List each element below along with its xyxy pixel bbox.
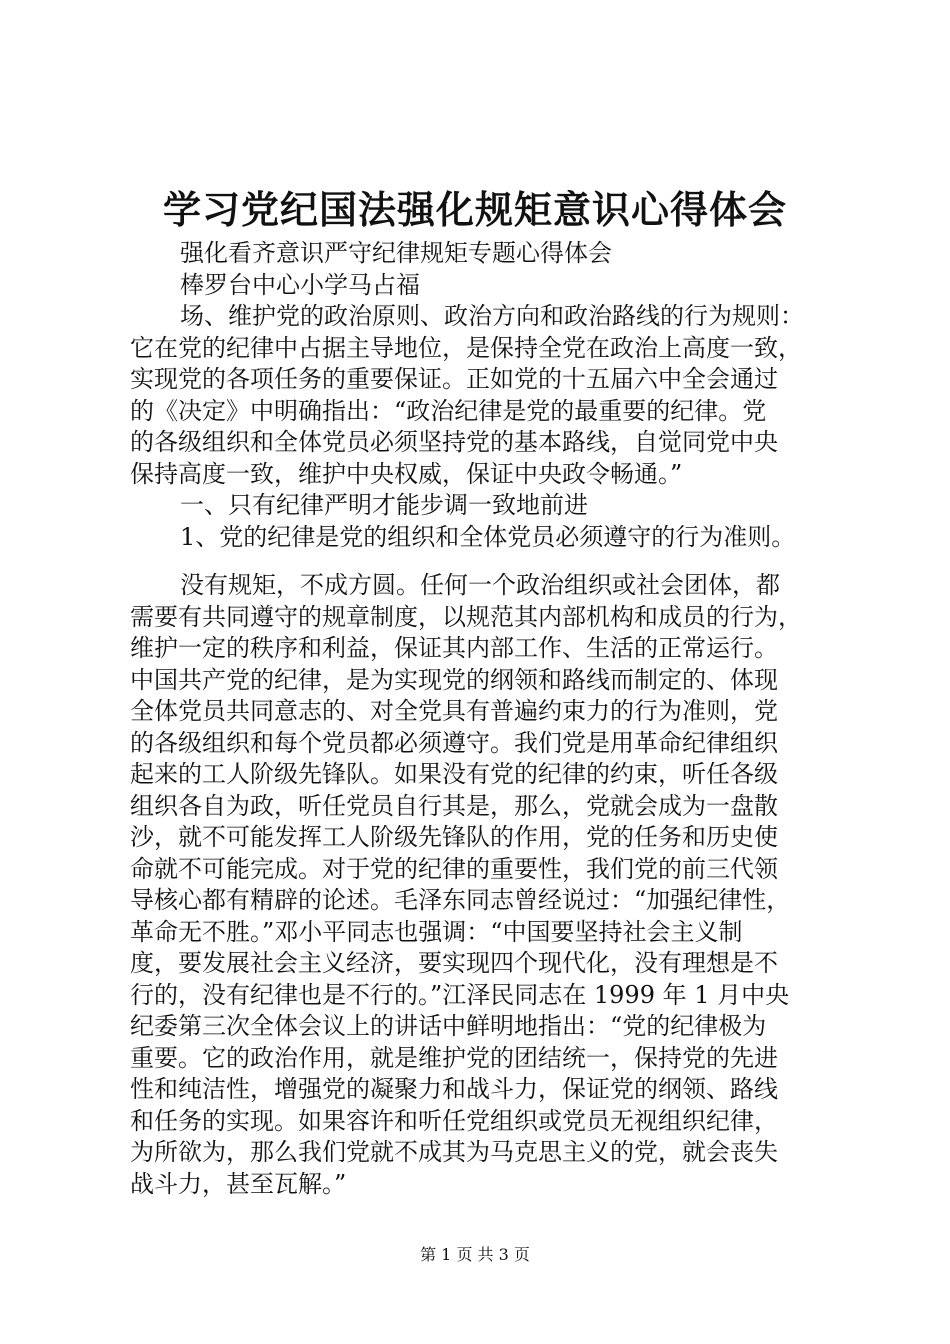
text-line: 需要有共同遵守的规章制度，以规范其内部机构和成员的行为， — [130, 602, 802, 631]
text-line: 和任务的实现。如果容许和听任党组织或党员无视组织纪律， — [130, 1106, 778, 1135]
subtitle-line: 强化看齐意识严守纪律规矩专题心得体会 — [180, 239, 612, 267]
text-line: 重要。它的政治作用，就是维护党的团结统一，保持党的先进 — [130, 1043, 778, 1072]
text-line: 行的，没有纪律也是不行的。”江泽民同志在 1999 年 1 月中央 — [130, 980, 790, 1009]
subsection-heading: 1、党的纪律是党的组织和全体党员必须遵守的行为准则。 — [180, 522, 796, 551]
text-line: 沙，就不可能发挥工人阶级先锋队的作用，党的任务和历史使 — [130, 823, 778, 851]
text-line: 起来的工人阶级先锋队。如果没有党的纪律的约束，听任各级 — [130, 760, 778, 788]
text-line: 性和纯洁性，增强党的凝聚力和战斗力，保证党的纲领、路线 — [130, 1075, 778, 1103]
text-line: 度，要发展社会主义经济，要实现四个现代化，没有理想是不 — [130, 949, 778, 977]
text-line: 全体党员共同意志的、对全党具有普遍约束力的行为准则，党 — [130, 697, 778, 725]
text-line: 为所欲为，那么我们党就不成其为马克思主义的党，就会丧失 — [130, 1138, 778, 1166]
page-footer: 第 1 页 共 3 页 — [420, 1245, 530, 1264]
text-line: 实现党的各项任务的重要保证。正如党的十五届六中全会通过 — [130, 365, 778, 393]
text-line: 革命无不胜。”邓小平同志也强调：“中国要坚持社会主义制 — [130, 917, 743, 946]
text-line: 中国共产党的纪律，是为实现党的纲领和路线而制定的、体现 — [130, 665, 778, 694]
text-line: 的各级组织和全体党员必须坚持党的基本路线，自觉同党中央 — [130, 428, 778, 456]
text-line: 纪委第三次全体会议上的讲话中鲜明地指出：“党的纪律极为 — [130, 1012, 767, 1040]
author-line: 棒罗台中心小学马占福 — [180, 270, 420, 299]
text-line: 场、维护党的政治原则、政治方向和政治路线的行为规则： — [180, 302, 804, 330]
text-line: 组织各自为政，听任党员自行其是，那么，党就会成为一盘散 — [130, 791, 778, 820]
body-block-1 — [130, 238, 836, 553]
text-line: 没有规矩，不成方圆。任何一个政治组织或社会团体，都 — [180, 571, 780, 599]
section-heading: 一、只有纪律严明才能步调一致地前进 — [180, 491, 588, 519]
text-line: 导核心都有精辟的论述。毛泽东同志曾经说过：“加强纪律性， — [130, 886, 791, 914]
text-line: 的《决定》中明确指出：“政治纪律是党的最重要的纪律。党 — [130, 396, 767, 425]
document-title: 学习党纪国法强化规矩意识心得体会 — [162, 187, 787, 232]
text-line: 的各级组织和每个党员都必须遵守。我们党是用革命纪律组织 — [130, 728, 778, 757]
text-line: 维护一定的秩序和利益，保证其内部工作、生活的正常运行。 — [130, 634, 778, 662]
text-line: 保持高度一致，维护中央权威，保证中央政令畅通。” — [130, 459, 683, 488]
text-line: 战斗力，甚至瓦解。” — [130, 1169, 347, 1198]
body-block-2 — [130, 570, 836, 1200]
text-line: 它在党的纪律中占据主导地位，是保持全党在政治上高度一致， — [130, 333, 802, 362]
text-line: 命就不可能完成。对于党的纪律的重要性，我们党的前三代领 — [130, 854, 778, 883]
